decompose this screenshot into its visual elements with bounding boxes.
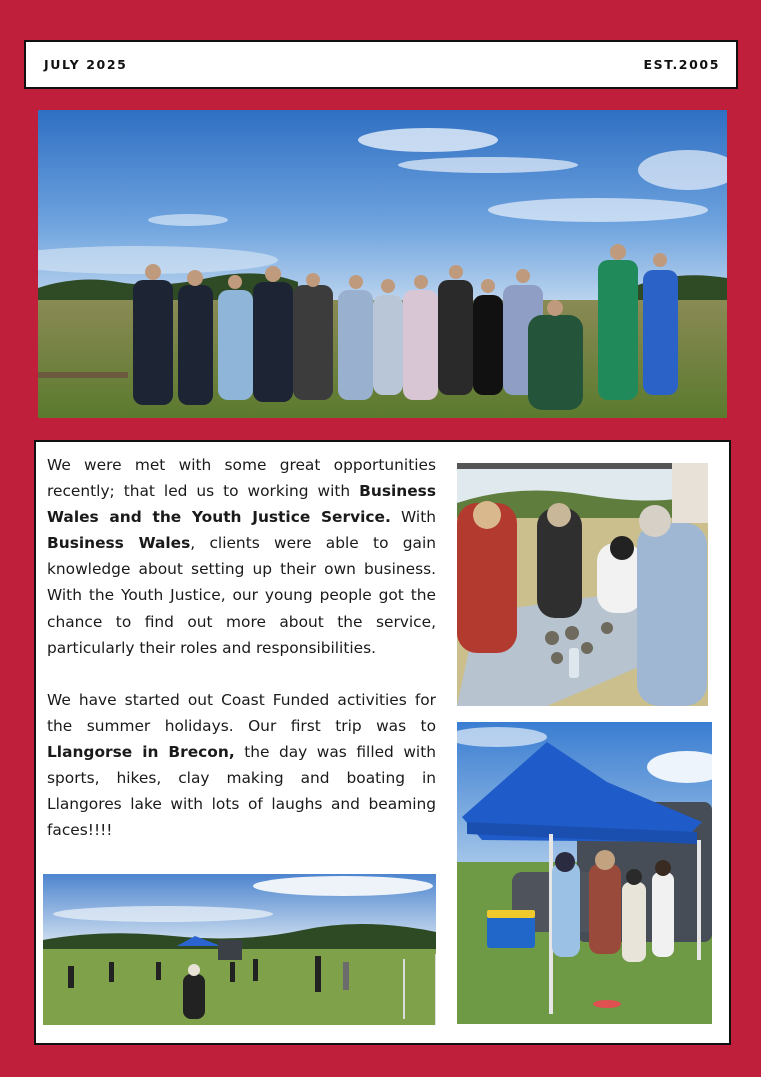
- text-run: With: [390, 508, 436, 527]
- field-activities-photo: [43, 874, 436, 1025]
- established-label: EST.2005: [643, 57, 720, 72]
- text-run: the day was filled with sports, hikes, clay making and boating in Llangores lake with lots of laughs and beaming faces!!!!: [47, 742, 436, 840]
- header-bar: [24, 40, 738, 89]
- article-text: [47, 452, 436, 843]
- paragraph-summer-activities: [47, 687, 436, 844]
- bold-run: Llangorse in Brecon,: [47, 742, 235, 761]
- bold-run: Business Wales: [47, 534, 191, 553]
- bold-run: Business Wales and the Youth Justice Service.: [47, 482, 436, 527]
- group-photo: [38, 110, 727, 418]
- gazebo-photo: [457, 722, 712, 1024]
- paragraph-business-wales: [47, 452, 436, 661]
- text-run: We have started out Coast Funded activities for the summer holidays. Our first trip was to: [47, 690, 436, 735]
- clay-making-photo: [457, 463, 708, 706]
- text-run: We were met with some great opportunities recently; that led us to working with: [47, 456, 436, 501]
- issue-date: JULY 2025: [44, 57, 128, 72]
- text-run: , clients were able to gain knowledge about setting up their own business. With the Youth Justice, our young people got the chance to find out more about the service, particularly their roles and responsibilities.: [47, 534, 436, 657]
